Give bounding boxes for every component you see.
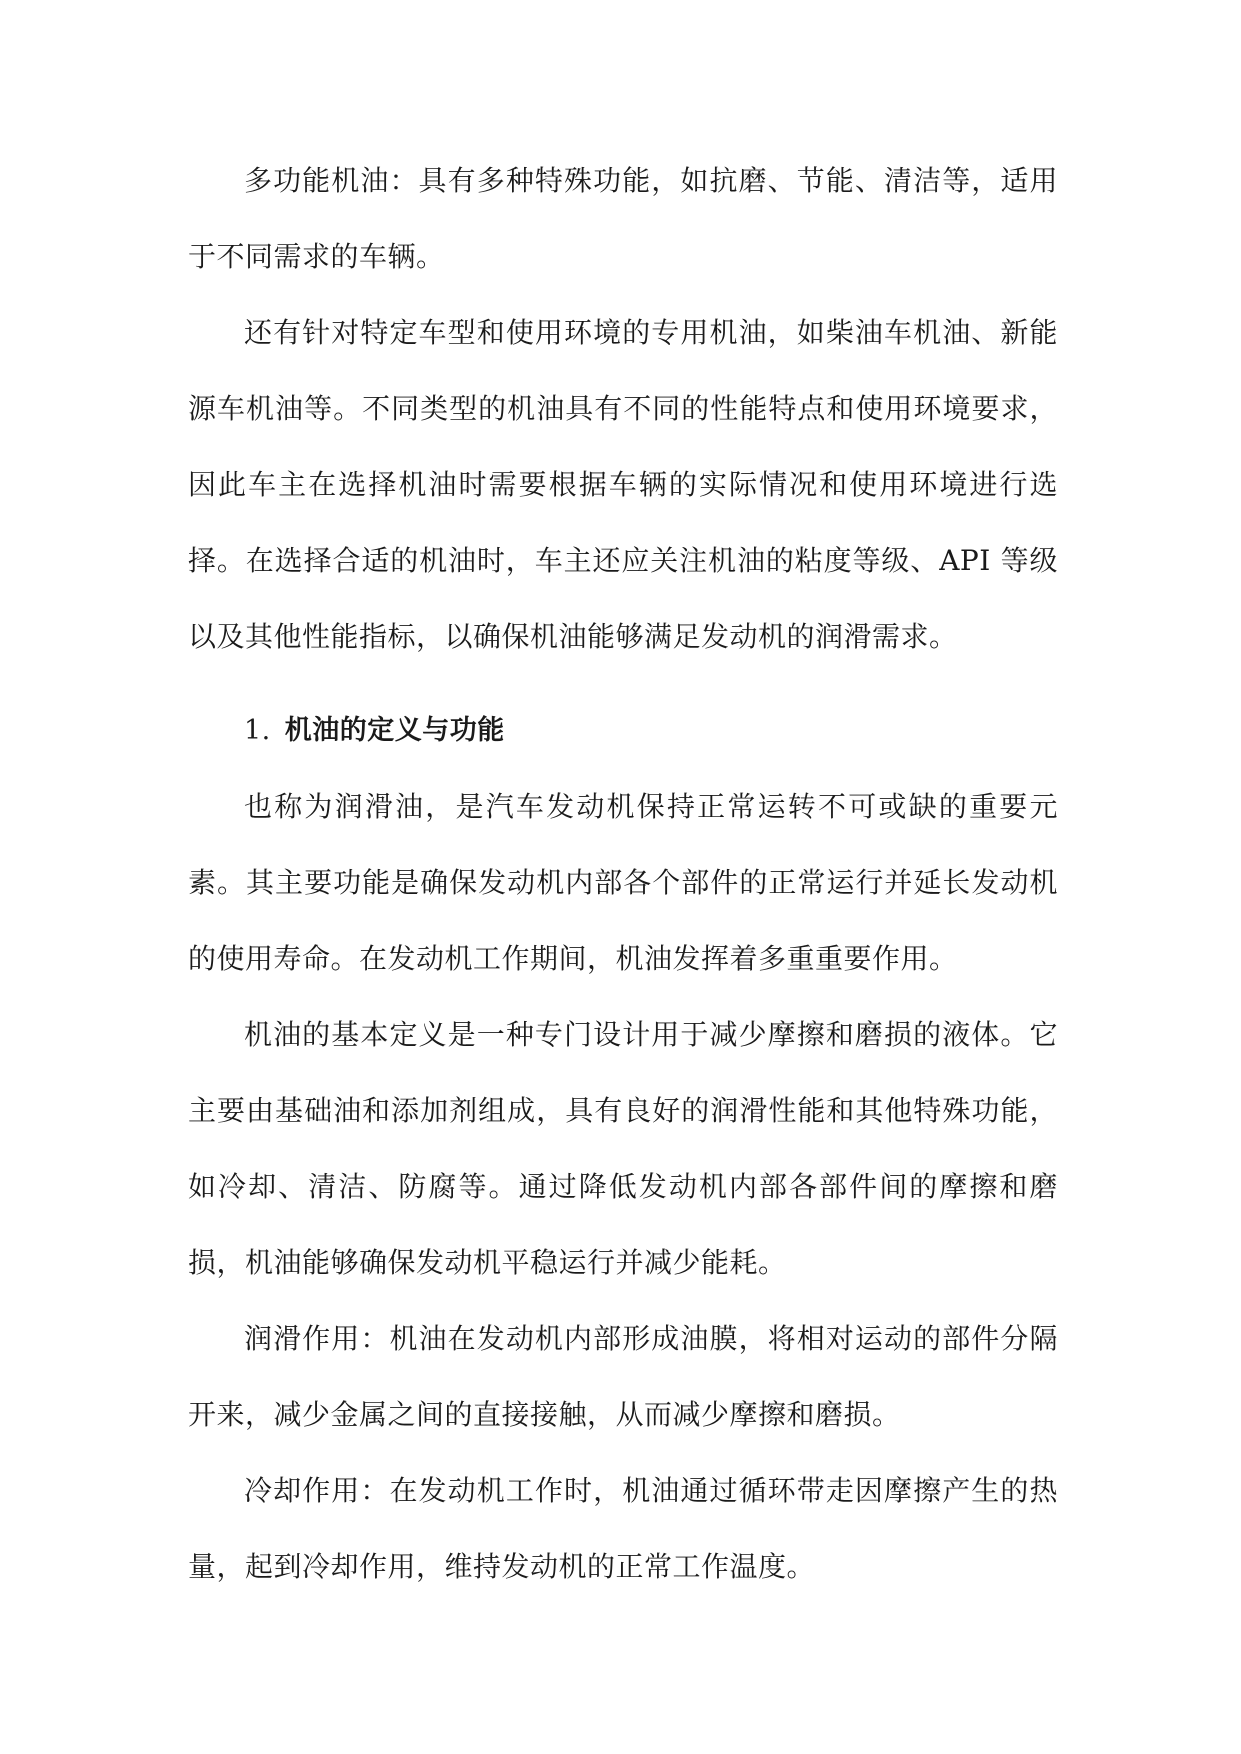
paragraph-special-oils: 还有针对特定车型和使用环境的专用机油，如柴油车机油、新能源车机油等。不同类型的机油具有不同的性能特点和使用环境要求，因此车主在选择机油时需要根据车辆的实际情况和使用环境进行选择。在选择合适的机油时，车主还应关注机油的粘度等级、API 等级以及其他性能指标，以确保机油能够满足发动机的润滑需求。 (188, 316, 1058, 653)
paragraph-oil-definition: 机油的基本定义是一种专门设计用于减少摩擦和磨损的液体。它主要由基础油和添加剂组成，具有良好的润滑性能和其他特殊功能，如冷却、清洁、防腐等。通过降低发动机内部各部件间的摩擦和磨损，机油能够确保发动机平稳运行并减少能耗。 (188, 1018, 1058, 1279)
section-heading-number: 1. (244, 715, 271, 746)
section-heading (188, 693, 1058, 769)
paragraph-multifunction-oil: 多功能机油：具有多种特殊功能，如抗磨、节能、清洁等，适用于不同需求的车辆。 (188, 164, 1058, 273)
section-heading-title: 机油的定义与功能 (284, 715, 505, 746)
paragraph-lubrication: 润滑作用：机油在发动机内部形成油膜，将相对运动的部件分隔开来，减少金属之间的直接接触，从而减少摩擦和磨损。 (188, 1322, 1058, 1431)
paragraph-cooling: 冷却作用：在发动机工作时，机油通过循环带走因摩擦产生的热量，起到冷却作用，维持发动机的正常工作温度。 (188, 1474, 1058, 1583)
document-body (188, 143, 1058, 1605)
paragraph-oil-intro: 也称为润滑油，是汽车发动机保持正常运转不可或缺的重要元素。其主要功能是确保发动机内部各个部件的正常运行并延长发动机的使用寿命。在发动机工作期间，机油发挥着多重重要作用。 (188, 790, 1058, 975)
